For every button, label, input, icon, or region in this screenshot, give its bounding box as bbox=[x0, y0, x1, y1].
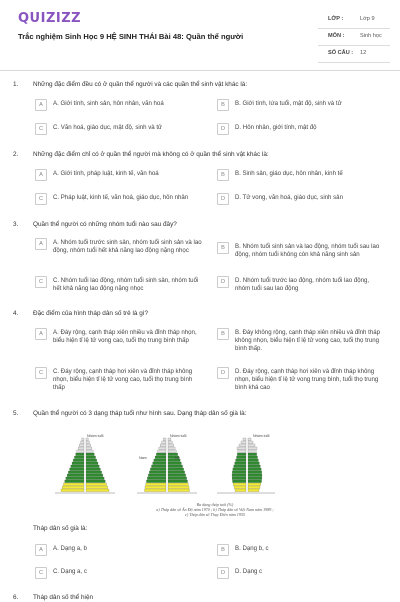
pyramid-c-bar bbox=[248, 459, 258, 462]
pyramid-a-bar bbox=[86, 483, 107, 486]
pyramid-b-bar bbox=[146, 480, 166, 483]
option-letter: C bbox=[35, 567, 47, 579]
female-label: Nữ bbox=[175, 456, 181, 460]
option-letter: D bbox=[217, 123, 229, 135]
pyramid-c-bar bbox=[234, 465, 246, 468]
pyramid-b-bar bbox=[168, 438, 171, 441]
question-subtext: Tháp dân số già là: bbox=[33, 525, 88, 532]
question-number: 3. bbox=[13, 221, 19, 228]
pyramid-b-bar bbox=[168, 450, 176, 453]
quizizz-logo[interactable]: QUIZIZZ bbox=[18, 11, 82, 26]
pyramid-c-bar bbox=[248, 456, 257, 459]
pyramid-c-bar bbox=[234, 486, 246, 489]
option-letter: A bbox=[35, 238, 47, 250]
pyramid-c-bar bbox=[248, 483, 261, 486]
option-d[interactable] bbox=[217, 124, 385, 135]
pyramid-b-bar bbox=[145, 486, 166, 489]
option-text: B. Giới tính, lứa tuổi, mật độ, sinh và tử bbox=[235, 100, 342, 107]
option-letter: B bbox=[217, 99, 229, 111]
pyramid-b-bar bbox=[153, 462, 166, 465]
question-number: 2. bbox=[13, 151, 19, 158]
option-letter: C bbox=[35, 123, 47, 135]
pyramid-a-bar bbox=[86, 471, 102, 474]
option-letter: D bbox=[217, 367, 229, 379]
option-d[interactable] bbox=[217, 368, 385, 392]
option-text: C. Đáy rộng, cạnh tháp hơi xiên và đỉnh tháp không nhọn, biểu hiện tỉ lệ tử vong cao, tuổi thọ trung bình thấp bbox=[53, 368, 193, 391]
pyramid-b-bar bbox=[160, 444, 166, 447]
option-text: B. Sinh sản, giáo dục, hôn nhân, kinh tế bbox=[235, 170, 343, 177]
pyramid-b-bar bbox=[149, 471, 166, 474]
option-c[interactable] bbox=[35, 124, 203, 135]
option-letter: C bbox=[35, 276, 47, 288]
meta-value: Lớp 9 bbox=[360, 16, 375, 22]
pyramid-b-axis-label: Nhóm tuổi bbox=[170, 434, 187, 438]
pyramid-b-bar bbox=[168, 474, 186, 477]
option-text: A. Nhóm tuổi trước sinh sản, nhóm tuổi sinh sản và lao động, nhóm tuổi hết khả năng lao động nặng nhọc bbox=[53, 239, 202, 254]
pyramid-a-bar bbox=[82, 438, 84, 441]
population-pyramids-figure bbox=[35, 430, 275, 518]
option-text: D. Tử vong, văn hoá, giáo dục, sinh sản bbox=[235, 194, 343, 201]
option-text: C. Dạng a, c bbox=[53, 568, 87, 575]
question-number: 4. bbox=[13, 310, 19, 317]
pyramid-c-bar bbox=[248, 447, 257, 450]
pyramid-b-bar bbox=[158, 450, 166, 453]
option-letter: B bbox=[217, 544, 229, 556]
pyramid-a-bar bbox=[79, 444, 84, 447]
option-d[interactable] bbox=[217, 194, 385, 205]
option-letter: D bbox=[217, 193, 229, 205]
pyramid-b-bar bbox=[168, 483, 188, 486]
pyramid-c-bar bbox=[248, 441, 253, 444]
question-text: Quần thể người có những nhóm tuổi nào sau đây? bbox=[33, 221, 177, 228]
pyramid-c-bar bbox=[248, 462, 259, 465]
pyramid-b-bar bbox=[168, 462, 181, 465]
pyramid-c-bar bbox=[232, 471, 246, 474]
pyramid-c-bar bbox=[232, 477, 246, 480]
option-letter: A bbox=[35, 544, 47, 556]
option-letter: B bbox=[217, 242, 229, 254]
pyramid-b-bar bbox=[146, 483, 166, 486]
meta-key: LỚP : bbox=[328, 16, 344, 22]
pyramid-c-bar bbox=[248, 471, 262, 474]
header-divider bbox=[0, 70, 400, 71]
pyramid-b-bar bbox=[148, 474, 166, 477]
pyramid-a-bar bbox=[73, 459, 84, 462]
pyramid-c-bar bbox=[248, 438, 251, 441]
pyramid-b-bar bbox=[159, 447, 166, 450]
pyramid-c-bar bbox=[248, 480, 262, 483]
pyramid-b-bar bbox=[168, 471, 185, 474]
option-c[interactable] bbox=[35, 194, 203, 205]
option-letter: D bbox=[217, 276, 229, 288]
pyramid-a-bar bbox=[86, 477, 104, 480]
question-text: Những đặc điểm chỉ có ở quần thể người mà không có ở quần thể sinh vật khác là: bbox=[33, 151, 269, 158]
option-text: A. Giới tính, sinh sản, hôn nhân, văn hoá bbox=[53, 100, 164, 107]
pyramid-a-bar bbox=[68, 471, 84, 474]
question-text: Tháp dân số thể hiện bbox=[33, 594, 94, 601]
option-text: B. Đáy không rộng, cạnh tháp xiên nhiều và đỉnh tháp không nhọn, biểu hiện tỉ lệ tử vong cao, tuổi thọ trung bình thấp. bbox=[235, 329, 380, 352]
pyramid-a-bar bbox=[77, 450, 84, 453]
pyramid-a-bar bbox=[86, 453, 94, 456]
pyramid-b-bar bbox=[155, 456, 166, 459]
option-a[interactable] bbox=[35, 239, 203, 255]
option-letter: C bbox=[35, 193, 47, 205]
pyramid-b-bar bbox=[156, 453, 166, 456]
pyramid-c-bar bbox=[248, 450, 256, 453]
pyramid-c-bar bbox=[248, 453, 257, 456]
pyramid-c-bar bbox=[241, 441, 246, 444]
pyramid-a-axis-label: Nhóm tuổi bbox=[87, 434, 104, 438]
pyramid-b-bar bbox=[168, 480, 188, 483]
pyramid-c-bar bbox=[248, 468, 261, 471]
pyramid-b-bar bbox=[168, 468, 184, 471]
pyramid-a-bar bbox=[86, 456, 96, 459]
option-a[interactable] bbox=[35, 545, 203, 556]
pyramid-c-bar bbox=[243, 438, 246, 441]
meta-row-subject bbox=[318, 29, 390, 46]
option-c[interactable] bbox=[35, 277, 203, 293]
pyramid-a-bar bbox=[86, 444, 91, 447]
option-text: A. Dạng a, b bbox=[53, 545, 87, 552]
pyramid-a-bar bbox=[62, 486, 84, 489]
pyramid-a-bar bbox=[78, 447, 84, 450]
pyramid-a-bar bbox=[70, 468, 84, 471]
option-text: A. Đáy rộng, cạnh tháp xiên nhiều và đỉnh tháp nhọn, biểu hiện tỉ lệ tử vong cao, tuổi thọ trung bình thấp bbox=[53, 329, 197, 344]
pyramid-a-bar bbox=[76, 453, 84, 456]
pyramid-c-axis-label: Nhóm tuổi bbox=[253, 434, 270, 438]
question-text: Đặc điểm của hình tháp dân số trẻ là gì? bbox=[33, 310, 149, 317]
meta-row-count bbox=[318, 46, 390, 63]
option-letter: A bbox=[35, 99, 47, 111]
pyramid-b-bar bbox=[168, 477, 187, 480]
pyramid-a-bar bbox=[61, 489, 84, 492]
option-letter: A bbox=[35, 169, 47, 181]
figure-caption-line-1: a) Tháp dân số Ấn Độ năm 1970 ; b) Tháp dân số Việt Nam năm 1989 ; bbox=[156, 507, 274, 512]
option-c[interactable] bbox=[35, 368, 203, 392]
pyramid-a-bar bbox=[72, 462, 84, 465]
pyramid-a-bar bbox=[71, 465, 84, 468]
pyramid-a-bar bbox=[67, 474, 84, 477]
pyramid-c-bar bbox=[237, 447, 246, 450]
option-c[interactable] bbox=[35, 568, 203, 579]
pyramid-a-bar bbox=[63, 483, 84, 486]
worksheet-title: Trắc nghiệm Sinh Học 9 HỆ SINH THÁI Bài 48: Quần thể người bbox=[18, 32, 244, 41]
pyramid-c-bar bbox=[232, 480, 246, 483]
option-b[interactable] bbox=[217, 170, 385, 181]
pyramid-c-bar bbox=[239, 444, 246, 447]
pyramid-b-bar bbox=[150, 468, 166, 471]
pyramid-c-bar bbox=[236, 459, 246, 462]
pyramid-a-bar bbox=[86, 480, 105, 483]
figure-caption-title: Ba dạng tháp tuổi (%) bbox=[196, 502, 234, 507]
meta-key: MÔN : bbox=[328, 33, 345, 39]
pyramid-b-bar bbox=[147, 477, 166, 480]
meta-value: Sinh học bbox=[360, 33, 382, 39]
option-text: D. Nhóm tuổi trước lao động, nhóm tuổi lao động, nhóm tuổi sau lao động bbox=[235, 277, 370, 292]
question-number: 6. bbox=[13, 594, 19, 601]
option-text: C. Pháp luật, kinh tế, văn hoá, giáo dục, hôn nhân bbox=[53, 194, 189, 201]
pyramid-b-bar bbox=[168, 441, 172, 444]
pyramid-a-bar bbox=[86, 447, 92, 450]
option-text: A. Giới tính, pháp luật, kinh tế, văn hoá bbox=[53, 170, 159, 177]
pyramid-a-bar bbox=[86, 489, 109, 492]
option-b[interactable] bbox=[217, 243, 385, 259]
option-letter: B bbox=[217, 328, 229, 340]
pyramid-c-bar bbox=[248, 477, 262, 480]
figure-caption-line-2: c) Tháp dân số Thụy Điển năm 1955 bbox=[185, 512, 245, 517]
pyramid-a-bar bbox=[65, 480, 84, 483]
pyramid-a-bar bbox=[81, 441, 84, 444]
pyramid-b-bar bbox=[163, 438, 166, 441]
pyramid-b-bar bbox=[145, 489, 167, 492]
pyramid-c-bar bbox=[232, 474, 246, 477]
option-text: D. Dạng c bbox=[235, 568, 263, 575]
pyramid-c-bar bbox=[238, 450, 246, 453]
option-a[interactable] bbox=[35, 100, 203, 111]
pyramid-a-bar bbox=[86, 468, 100, 471]
meta-key: SỐ CÂU : bbox=[328, 50, 354, 56]
question-text: Quần thể người có 3 dạng tháp tuổi như hình sau. Dạng tháp dân số già là: bbox=[33, 410, 247, 417]
option-text: D. Đáy rộng, cạnh tháp hơi xiên và đỉnh tháp không nhọn, biểu hiện tỉ lệ tử vong trung bình, tuổi thọ trung bình khá cao bbox=[235, 368, 379, 391]
pyramid-c-bar bbox=[237, 456, 246, 459]
pyramid-b-bar bbox=[151, 465, 166, 468]
pyramid-c-bar bbox=[237, 453, 246, 456]
pyramid-c-bar bbox=[233, 483, 246, 486]
worksheet-meta bbox=[318, 12, 390, 63]
pyramid-a-bar bbox=[86, 459, 97, 462]
pyramid-c-bar bbox=[235, 462, 246, 465]
worksheet-header bbox=[0, 0, 400, 64]
question-number: 5. bbox=[13, 410, 19, 417]
option-letter: B bbox=[217, 169, 229, 181]
option-text: B. Dạng b, c bbox=[235, 545, 269, 552]
option-letter: C bbox=[35, 367, 47, 379]
pyramid-b-bar bbox=[168, 486, 189, 489]
pyramid-b-bar bbox=[168, 465, 183, 468]
pyramid-b-bar bbox=[168, 444, 174, 447]
pyramid-a-bar bbox=[66, 477, 84, 480]
pyramid-a-bar bbox=[74, 456, 84, 459]
option-text: C. Văn hoá, giáo dục, mật độ, sinh và tử bbox=[53, 124, 163, 131]
pyramid-c-bar bbox=[248, 489, 259, 492]
pyramid-a-bar bbox=[86, 438, 88, 441]
option-text: B. Nhóm tuổi sinh sản và lao động, nhóm tuổi sau lao động, nhóm tuổi không còn khả năng sinh sản bbox=[235, 243, 380, 258]
pyramid-c-bar bbox=[233, 468, 246, 471]
pyramid-a-bar bbox=[86, 450, 93, 453]
option-d[interactable] bbox=[217, 277, 385, 293]
option-d[interactable] bbox=[217, 568, 385, 579]
option-b[interactable] bbox=[217, 545, 385, 556]
meta-value: 12 bbox=[360, 50, 367, 56]
pyramid-c-bar bbox=[248, 486, 260, 489]
option-b[interactable] bbox=[217, 100, 385, 111]
pyramid-c-bar bbox=[248, 474, 262, 477]
pyramid-c-bar bbox=[248, 444, 255, 447]
pyramid-a-bar bbox=[86, 462, 98, 465]
option-letter: A bbox=[35, 328, 47, 340]
pyramid-b-bar bbox=[168, 447, 175, 450]
meta-row-grade bbox=[318, 12, 390, 29]
pyramid-c-bar bbox=[235, 489, 246, 492]
pyramid-b-bar bbox=[154, 459, 166, 462]
option-text: C. Nhóm tuổi lao động, nhóm tuổi sinh sản, nhóm tuổi hết khả năng lao động nặng nhọc bbox=[53, 277, 199, 292]
pyramid-a-bar bbox=[86, 474, 103, 477]
pyramids-svg bbox=[35, 430, 275, 500]
option-text: D. Hôn nhân, giới tính, mật độ bbox=[235, 124, 317, 131]
pyramid-a-bar bbox=[86, 441, 89, 444]
pyramid-b-bar bbox=[162, 441, 166, 444]
option-a[interactable] bbox=[35, 170, 203, 181]
pyramid-a-bar bbox=[86, 486, 108, 489]
pyramid-c-bar bbox=[248, 465, 260, 468]
option-b[interactable] bbox=[217, 329, 385, 353]
question-text: Những đặc điểm đều có ở quần thể người và các quần thể sinh vật khác là: bbox=[33, 81, 248, 88]
male-label: Nam bbox=[139, 456, 147, 460]
option-letter: D bbox=[217, 567, 229, 579]
pyramid-a-bar bbox=[86, 465, 99, 468]
question-number: 1. bbox=[13, 81, 19, 88]
pyramid-b-bar bbox=[168, 489, 190, 492]
option-a[interactable] bbox=[35, 329, 203, 345]
